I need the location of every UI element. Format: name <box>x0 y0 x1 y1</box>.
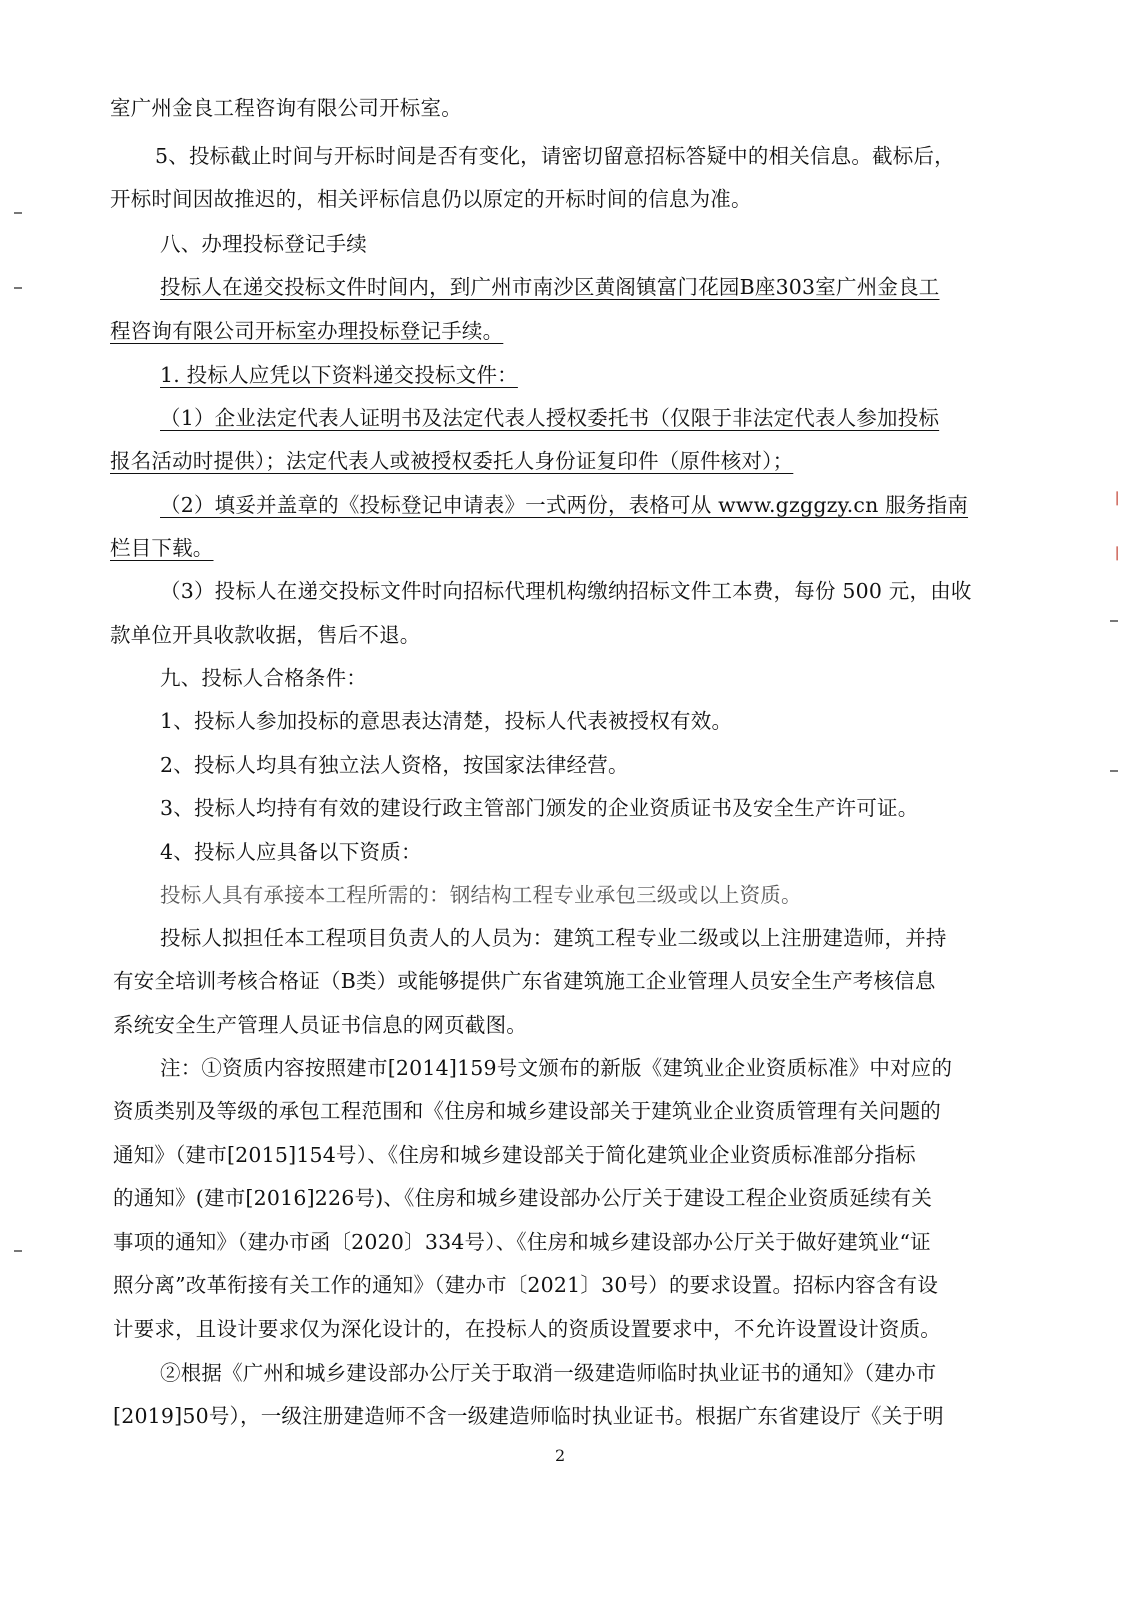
text-line-26: 的通知》(建市[2016]226号)、《住房和城乡建设部办公厅关于建设工程企业资质延续有关 <box>113 1186 933 1210</box>
text-line-2: 5、投标截止时间与开标时间是否有变化，请密切留意招标答疑中的相关信息。截标后， <box>155 144 955 168</box>
text-line-31: [2019]50号），一级注册建造师不含一级建造师临时执业证书。根据广东省建设厅《关于明 <box>113 1404 944 1428</box>
text-line-25: 通知》（建市[2015]154号）、《住房和城乡建设部关于简化建筑业企业资质标准部分指标 <box>113 1143 916 1167</box>
margin-tick <box>14 287 22 289</box>
text-line-15: 1、投标人参加投标的意思表达清楚，投标人代表被授权有效。 <box>160 709 733 733</box>
text-line-28: 照分离”改革衔接有关工作的通知》（建办市〔2021〕30号）的要求设置。招标内容含有设 <box>113 1273 939 1297</box>
red-stamp-edge: ❘ <box>1111 490 1123 506</box>
margin-tick <box>14 212 22 214</box>
text-line-27: 事项的通知》（建办市函〔2020〕334号）、《住房和城乡建设部办公厅关于做好建筑业“证 <box>113 1230 931 1254</box>
section-heading-8: 八、办理投标登记手续 <box>160 232 367 256</box>
text-line-9: 报名活动时提供）；法定代表人或被授权委托人身份证复印件（原件核对）； <box>110 449 794 473</box>
text-line-1: 室广州金良工程咨询有限公司开标室。 <box>110 96 462 120</box>
text-line-24: 资质类别及等级的承包工程范围和《住房和城乡建设部关于建筑业企业资质管理有关问题的 <box>113 1099 941 1123</box>
text-line-12: （3）投标人在递交投标文件时向招标代理机构缴纳招标文件工本费，每份 500 元，由收 <box>160 579 972 603</box>
text-line-20: 投标人拟担任本工程项目负责人的人员为：建筑工程专业二级或以上注册建造师，并持 <box>160 926 947 950</box>
section-heading-9: 九、投标人合格条件： <box>160 666 367 690</box>
margin-tick <box>1110 770 1118 772</box>
text-line-8: （1）企业法定代表人证明书及法定代表人授权委托书（仅限于非法定代表人参加投标 <box>160 406 940 430</box>
text-line-5: 投标人在递交投标文件时间内，到广州市南沙区黄阁镇富门花园B座303室广州金良工 <box>160 275 940 299</box>
text-line-17: 3、投标人均持有有效的建设行政主管部门颁发的企业资质证书及安全生产许可证。 <box>160 796 919 820</box>
red-stamp-edge: ❘ <box>1111 545 1123 561</box>
text-line-7: 1. 投标人应凭以下资料递交投标文件： <box>160 363 518 387</box>
text-line-11: 栏目下载。 <box>110 536 214 560</box>
text-line-6: 程咨询有限公司开标室办理投标登记手续。 <box>110 319 504 343</box>
text-line-29: 计要求，且设计要求仅为深化设计的，在投标人的资质设置要求中，不允许设置设计资质。 <box>113 1317 941 1341</box>
text-line-10: （2）填妥并盖章的《投标登记申请表》一式两份，表格可从 www.gzggzy.cn 服务指南 <box>160 493 969 517</box>
text-line-30: ②根据《广州和城乡建设部办公厅关于取消一级建造师临时执业证书的通知》（建办市 <box>160 1361 937 1385</box>
text-line-13: 款单位开具收款收据，售后不退。 <box>110 623 421 647</box>
text-line-18: 4、投标人应具备以下资质： <box>160 840 422 864</box>
text-line-16: 2、投标人均具有独立法人资格，按国家法律经营。 <box>160 753 629 777</box>
page-number: 2 <box>555 1446 566 1465</box>
text-line-3: 开标时间因故推迟的，相关评标信息仍以原定的开标时间的信息为准。 <box>110 187 752 211</box>
text-line-19: 投标人具有承接本工程所需的：钢结构工程专业承包三级或以上资质。 <box>160 883 802 907</box>
margin-tick <box>1110 620 1118 622</box>
text-line-22: 系统安全生产管理人员证书信息的网页截图。 <box>113 1013 527 1037</box>
text-line-23: 注：①资质内容按照建市[2014]159号文颁布的新版《建筑业企业资质标准》中对应的 <box>160 1056 953 1080</box>
margin-tick <box>14 1250 22 1252</box>
text-line-21: 有安全培训考核合格证（B类）或能够提供广东省建筑施工企业管理人员安全生产考核信息 <box>113 969 936 993</box>
